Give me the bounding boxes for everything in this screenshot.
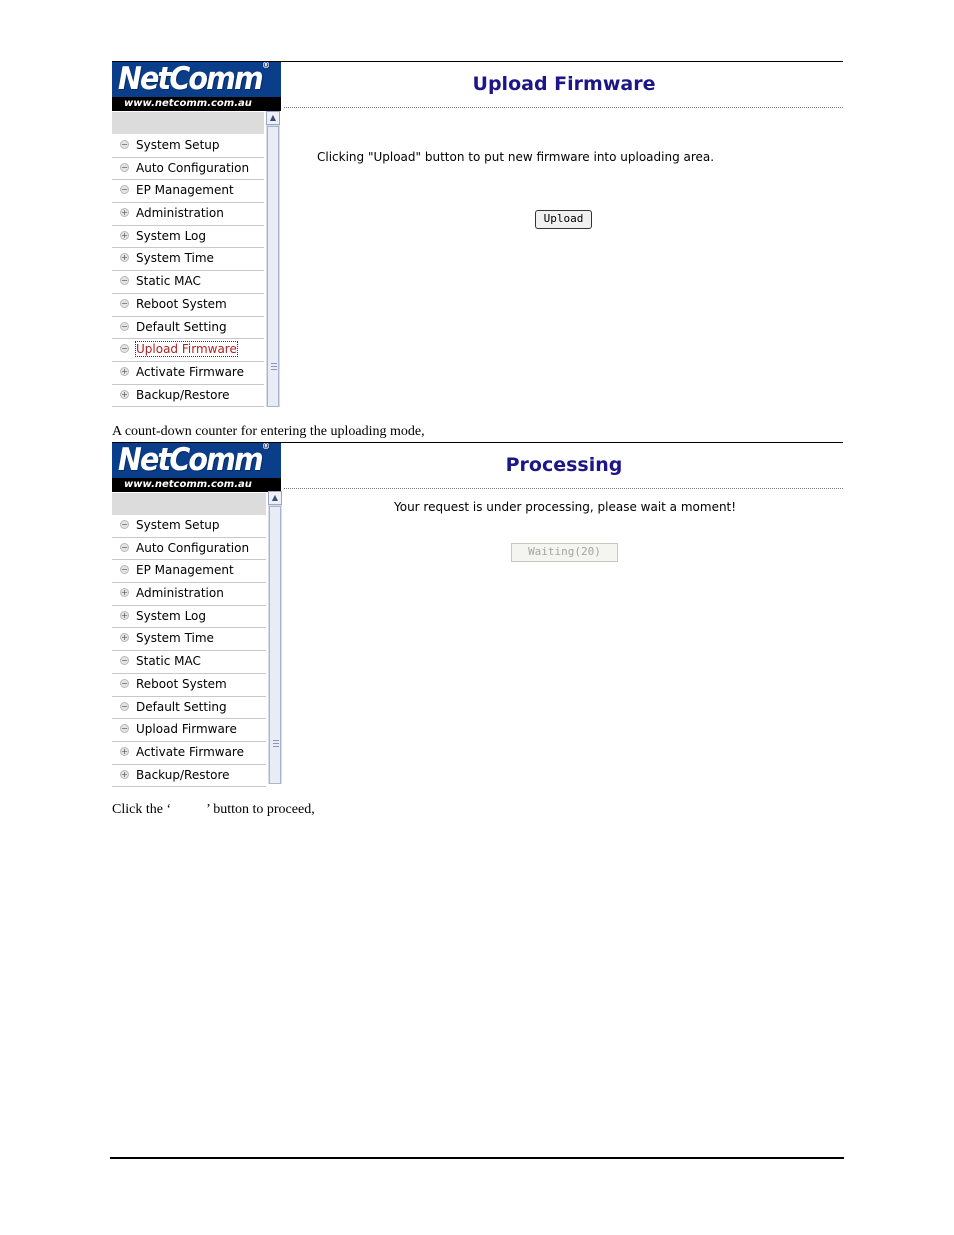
sidebar-item-label: EP Management: [136, 563, 234, 578]
sidebar-item-ep-management[interactable]: [112, 560, 266, 583]
sidebar-item-label: Administration: [136, 206, 224, 221]
upload-description: Clicking "Upload" button to put new firmware into uploading area.: [317, 150, 715, 164]
minus-circle-icon: −: [121, 298, 128, 308]
logo-registered-mark: ®: [261, 443, 271, 452]
page-title: Upload Firmware: [472, 73, 656, 95]
title-divider: [284, 107, 843, 108]
plus-circle-icon: +: [121, 208, 128, 218]
sidebar-item-auto-configuration[interactable]: [112, 538, 266, 561]
scrollbar-grip: [273, 740, 279, 741]
sidebar-item-label: Upload Firmware: [136, 342, 237, 357]
sidebar-item-static-mac[interactable]: [112, 651, 266, 674]
sidebar-item-auto-configuration[interactable]: [112, 158, 264, 181]
sidebar-item-administration[interactable]: [112, 203, 264, 226]
sidebar-item-label: Default Setting: [136, 319, 227, 334]
scrollbar-grip: [273, 743, 279, 744]
upload-button[interactable]: Upload: [535, 210, 592, 229]
sidebar-menu: [112, 515, 266, 787]
scroll-up-arrow-icon[interactable]: ▲: [266, 111, 280, 125]
sidebar-item-label: Upload Firmware: [136, 722, 237, 737]
logo-url: www.netcomm.com.au: [112, 478, 281, 492]
minus-circle-icon: −: [121, 520, 128, 529]
scroll-up-arrow-icon[interactable]: ▲: [268, 491, 282, 505]
sidebar-item-label: EP Management: [136, 183, 234, 198]
sidebar-scrollbar[interactable]: [266, 111, 280, 407]
sidebar-item-label: System Time: [136, 251, 214, 266]
sidebar-item-label: Static MAC: [136, 274, 201, 289]
sidebar-item-backup-restore[interactable]: [112, 765, 266, 788]
minus-circle-icon: −: [121, 565, 128, 575]
plus-circle-icon: +: [121, 253, 128, 263]
sidebar-item-system-time[interactable]: [112, 248, 264, 271]
sidebar-header: [112, 112, 264, 134]
plus-circle-icon: +: [121, 588, 128, 598]
sidebar-item-label: Activate Firmware: [136, 364, 244, 379]
sidebar-item-label: System Time: [136, 631, 214, 646]
sidebar-item-static-mac[interactable]: [112, 271, 264, 294]
plus-circle-icon: +: [121, 769, 128, 779]
sidebar-item-reboot-system[interactable]: [112, 294, 264, 317]
plus-circle-icon: +: [121, 633, 128, 643]
minus-circle-icon: −: [121, 276, 128, 286]
title-divider: [284, 488, 843, 489]
sidebar-item-label: System Setup: [136, 518, 220, 532]
minus-circle-icon: −: [121, 542, 128, 552]
scrollbar-thumb[interactable]: [267, 126, 279, 407]
sidebar-item-upload-firmware[interactable]: [112, 339, 264, 362]
sidebar-item-default-setting[interactable]: [112, 697, 266, 720]
upload-firmware-panel: [112, 61, 843, 407]
minus-circle-icon: −: [121, 678, 128, 688]
sidebar-item-label: Activate Firmware: [136, 744, 244, 759]
processing-panel: [112, 442, 843, 784]
scrollbar-thumb[interactable]: [269, 506, 281, 784]
netcomm-logo: [112, 443, 281, 492]
sidebar-item-label: Auto Configuration: [136, 540, 250, 555]
plus-circle-icon: +: [121, 746, 128, 756]
plus-circle-icon: +: [121, 366, 128, 376]
sidebar-item-ep-management[interactable]: [112, 180, 264, 203]
sidebar-item-label: Static MAC: [136, 654, 201, 669]
sidebar-item-label: System Log: [136, 228, 206, 243]
logo-registered-mark: ®: [261, 62, 271, 71]
logo-text: NetComm: [118, 443, 262, 478]
minus-circle-icon: −: [121, 140, 128, 149]
minus-circle-icon: −: [121, 344, 128, 354]
sidebar-item-default-setting[interactable]: [112, 317, 264, 340]
sidebar-item-reboot-system[interactable]: [112, 674, 266, 697]
sidebar-item-activate-firmware[interactable]: [112, 362, 264, 385]
sidebar-item-system-log[interactable]: [112, 606, 266, 629]
sidebar-item-system-log[interactable]: [112, 226, 264, 249]
caption-proceed: Click the ‘ ’ button to proceed,: [112, 802, 315, 817]
logo-text: NetComm: [118, 62, 262, 97]
minus-circle-icon: −: [121, 656, 128, 666]
sidebar-item-label: Default Setting: [136, 699, 227, 714]
processing-message: Your request is under processing, please wait a moment!: [394, 500, 737, 514]
scrollbar-grip: [271, 369, 277, 370]
sidebar-item-system-time[interactable]: [112, 628, 266, 651]
sidebar-item-label: Backup/Restore: [136, 767, 230, 782]
scrollbar-grip: [273, 746, 279, 747]
minus-circle-icon: −: [121, 185, 128, 195]
sidebar-item-label: Reboot System: [136, 676, 227, 691]
minus-circle-icon: −: [121, 701, 128, 711]
sidebar-item-system-setup[interactable]: [112, 135, 264, 158]
sidebar-item-upload-firmware[interactable]: [112, 719, 266, 742]
sidebar-item-label: Auto Configuration: [136, 160, 250, 175]
sidebar-item-system-setup[interactable]: [112, 515, 266, 538]
minus-circle-icon: −: [121, 724, 128, 734]
sidebar-item-label: Administration: [136, 586, 224, 601]
logo-url: www.netcomm.com.au: [112, 97, 281, 111]
plus-circle-icon: +: [121, 389, 128, 399]
sidebar-item-label: Reboot System: [136, 296, 227, 311]
sidebar-item-label: System Setup: [136, 138, 220, 152]
sidebar-scrollbar[interactable]: [268, 491, 282, 784]
sidebar-header: [112, 493, 266, 515]
sidebar-item-label: Backup/Restore: [136, 387, 230, 402]
minus-circle-icon: −: [121, 162, 128, 172]
page-title: Processing: [505, 454, 623, 476]
scrollbar-grip: [271, 366, 277, 367]
netcomm-logo: [112, 62, 281, 111]
footer-divider: [110, 1157, 844, 1159]
sidebar-item-label: System Log: [136, 608, 206, 623]
caption-countdown: A count-down counter for entering the uploading mode,: [112, 424, 425, 439]
sidebar-item-activate-firmware[interactable]: [112, 742, 266, 765]
minus-circle-icon: −: [121, 321, 128, 331]
sidebar-item-backup-restore[interactable]: [112, 385, 264, 408]
sidebar-item-administration[interactable]: [112, 583, 266, 606]
waiting-countdown-button: Waiting(20): [511, 543, 618, 562]
plus-circle-icon: +: [121, 610, 128, 620]
plus-circle-icon: +: [121, 230, 128, 240]
sidebar-menu: [112, 135, 264, 407]
scrollbar-grip: [271, 363, 277, 364]
